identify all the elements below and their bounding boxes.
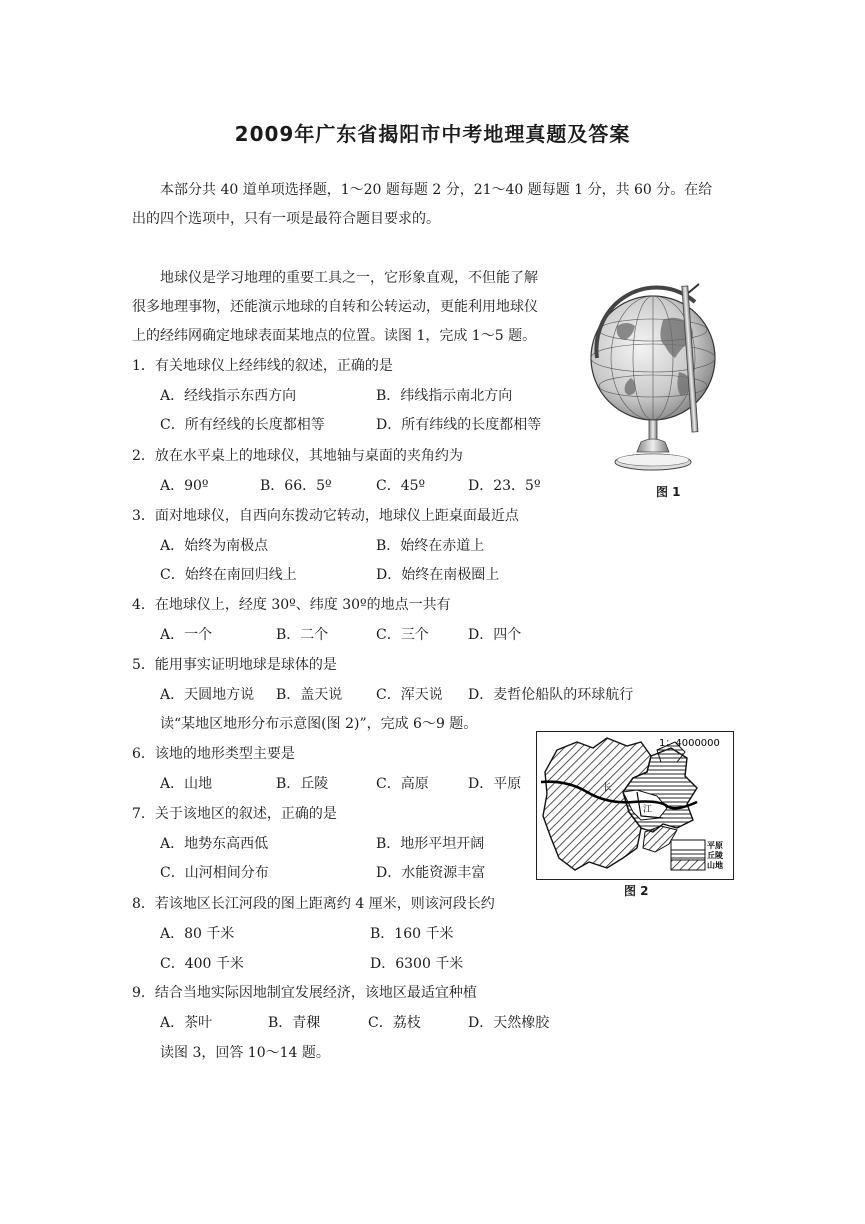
question-2-option-a: A．90º bbox=[160, 478, 209, 494]
question-4-stem: 4．在地球仪上，经度 30º、纬度 30º的地点一共有 bbox=[132, 597, 451, 613]
read-fig3-instruction: 读图 3，回答 10～14 题。 bbox=[160, 1045, 330, 1061]
question-7-option-b: B．地形平坦开阔 bbox=[376, 836, 485, 852]
river-label-2: 江 bbox=[643, 805, 653, 815]
question-8-option-a: A．80 千米 bbox=[160, 926, 235, 942]
terrain-map-illustration bbox=[537, 732, 732, 878]
intro-line-2: 出的四个选项中，只有一项是最符合题目要求的。 bbox=[132, 211, 440, 227]
question-2-stem: 2．放在水平桌上的地球仪，其地轴与桌面的夹角约为 bbox=[132, 448, 463, 464]
question-1-stem: 1．有关地球仪上经纬线的叙述，正确的是 bbox=[132, 358, 393, 374]
figure-1-caption: 图 1 bbox=[656, 485, 681, 499]
question-8-option-d: D．6300 千米 bbox=[370, 956, 464, 972]
question-3-option-c: C．始终在南回归线上 bbox=[160, 567, 297, 583]
legend-mountains: 山地 bbox=[707, 861, 723, 870]
map-scale: 1：4000000 bbox=[659, 738, 720, 749]
question-5-option-a: A．天圆地方说 bbox=[160, 687, 255, 703]
legend-plain: 平原 bbox=[707, 841, 723, 850]
question-4-option-a: A．一个 bbox=[160, 627, 213, 643]
passage-line-1: 地球仪是学习地理的重要工具之一，它形象直观，不但能了解 bbox=[160, 270, 538, 286]
map-legend bbox=[671, 840, 723, 870]
question-8-option-c: C．400 千米 bbox=[160, 956, 244, 972]
question-9-option-c: C．荔枝 bbox=[368, 1015, 421, 1031]
question-4-option-c: C．三个 bbox=[376, 627, 429, 643]
question-8-option-b: B．160 千米 bbox=[370, 926, 454, 942]
question-6-option-b: B．丘陵 bbox=[276, 776, 329, 792]
question-6-option-d: D．平原 bbox=[468, 776, 522, 792]
question-3-option-a: A．始终为南极点 bbox=[160, 538, 269, 554]
passage-line-2: 很多地理事物，还能演示地球的自转和公转运动，更能利用地球仪 bbox=[132, 299, 538, 315]
question-4-option-b: B．二个 bbox=[276, 627, 329, 643]
question-6-stem: 6．该地的地形类型主要是 bbox=[132, 746, 295, 762]
read-fig2-instruction: 读“某地区地形分布示意图(图 2)”，完成 6～9 题。 bbox=[160, 716, 478, 732]
question-9-option-a: A．茶叶 bbox=[160, 1015, 213, 1031]
question-2-option-d: D．23．5º bbox=[468, 478, 541, 494]
page-title: 2009年广东省揭阳市中考地理真题及答案 bbox=[234, 122, 631, 146]
question-5-option-b: B．盖天说 bbox=[276, 687, 343, 703]
question-9-stem: 9．结合当地实际因地制宜发展经济，该地区最适宜种植 bbox=[132, 985, 477, 1001]
intro-line-1: 本部分共 40 道单项选择题，1～20 题每题 2 分，21～40 题每题 1 分，共 60 分。在给 bbox=[160, 182, 713, 198]
figure-2-caption: 图 2 bbox=[624, 884, 649, 898]
river-label-1: 长 bbox=[603, 783, 613, 793]
question-2-option-b: B．66．5º bbox=[260, 478, 332, 494]
question-1-option-a: A．经线指示东西方向 bbox=[160, 388, 297, 404]
question-7-option-d: D．水能资源丰富 bbox=[376, 865, 486, 881]
question-5-option-d: D．麦哲伦船队的环球航行 bbox=[468, 687, 634, 703]
question-7-option-c: C．山河相间分布 bbox=[160, 865, 269, 881]
figure-1-globe bbox=[583, 280, 733, 480]
figure-2-terrain-map bbox=[536, 731, 734, 880]
question-6-option-a: A．山地 bbox=[160, 776, 213, 792]
question-1-option-c: C．所有经线的长度都相等 bbox=[160, 417, 325, 433]
question-4-option-d: D．四个 bbox=[468, 627, 522, 643]
globe-illustration bbox=[583, 280, 733, 480]
question-2-option-c: C．45º bbox=[376, 478, 426, 494]
question-7-option-a: A．地势东高西低 bbox=[160, 836, 269, 852]
question-7-stem: 7．关于该地区的叙述，正确的是 bbox=[132, 806, 337, 822]
question-5-option-c: C．浑天说 bbox=[376, 687, 443, 703]
question-3-option-d: D．始终在南极圈上 bbox=[376, 567, 500, 583]
question-5-stem: 5．能用事实证明地球是球体的是 bbox=[132, 657, 337, 673]
question-9-option-d: D．天然橡胶 bbox=[468, 1015, 550, 1031]
legend-hills: 丘陵 bbox=[707, 851, 723, 860]
question-3-stem: 3．面对地球仪，自西向东拨动它转动，地球仪上距桌面最近点 bbox=[132, 508, 519, 524]
question-1-option-b: B．纬线指示南北方向 bbox=[376, 388, 513, 404]
passage-line-3: 上的经纬网确定地球表面某地点的位置。读图 1，完成 1～5 题。 bbox=[132, 328, 537, 344]
question-9-option-b: B．青稞 bbox=[268, 1015, 321, 1031]
question-3-option-b: B．始终在赤道上 bbox=[376, 538, 485, 554]
question-8-stem: 8．若该地区长江河段的图上距离约 4 厘米，则该河段长约 bbox=[132, 896, 495, 912]
question-1-option-d: D．所有纬线的长度都相等 bbox=[376, 417, 542, 433]
question-6-option-c: C．高原 bbox=[376, 776, 429, 792]
